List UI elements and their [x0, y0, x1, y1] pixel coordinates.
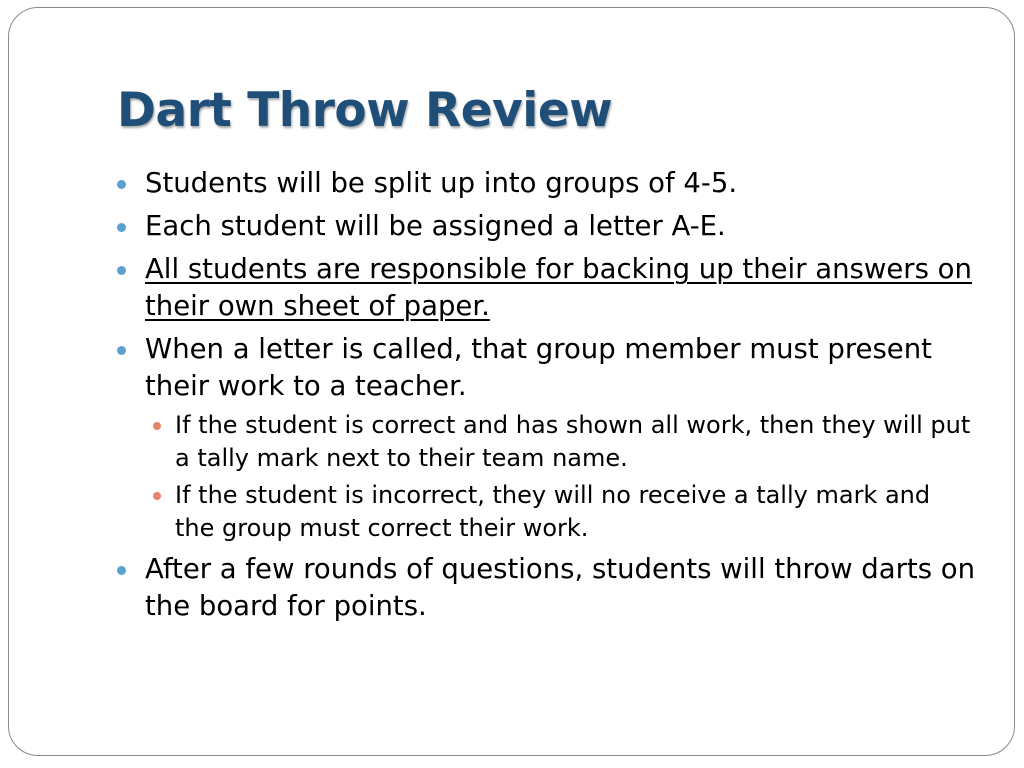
bullet-dot-icon: [117, 180, 126, 189]
sub-bullet-text: If the student is incorrect, they will no receive a tally mark and the group must correct their work.: [175, 481, 931, 542]
bullet-item: [116, 251, 976, 325]
bullet-item: [116, 165, 976, 202]
slide-title: Dart Throw Review: [117, 83, 613, 138]
bullet-text: Students will be split up into groups of 4-5.: [145, 167, 738, 199]
sub-bullet-item: [145, 479, 976, 545]
sub-bullet-item: [145, 409, 976, 475]
bullet-text: Each student will be assigned a letter A-E.: [145, 210, 726, 242]
sub-bullet-dot-icon: [153, 492, 161, 500]
bullet-item: [116, 331, 976, 545]
bullet-dot-icon: [117, 266, 126, 275]
bullet-text: When a letter is called, that group member must present their work to a teacher.: [145, 333, 932, 402]
bullet-text: After a few rounds of questions, students will throw darts on the board for points.: [145, 553, 976, 622]
bullet-text-underlined: All students are responsible for backing up their answers on their own sheet of paper.: [145, 253, 972, 322]
sub-bullet-text: If the student is correct and has shown all work, then they will put a tally mark next to their team name.: [175, 411, 971, 472]
bullet-dot-icon: [117, 223, 126, 232]
bullet-list: [116, 165, 976, 631]
bullet-dot-icon: [117, 566, 126, 575]
bullet-item: [116, 208, 976, 245]
bullet-item: [116, 551, 976, 625]
sub-bullet-list: [145, 409, 976, 545]
sub-bullet-dot-icon: [153, 422, 161, 430]
bullet-dot-icon: [117, 346, 126, 355]
